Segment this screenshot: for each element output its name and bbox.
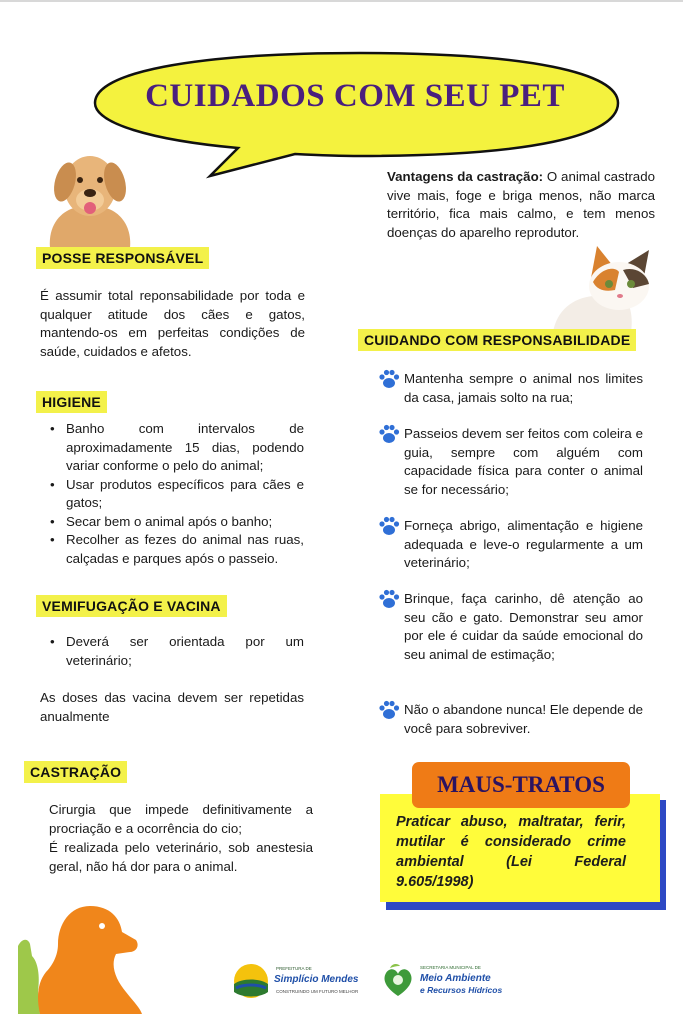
list-item: • Deverá ser orientada por um veterinário;: [42, 633, 304, 670]
posse-text: É assumir total reponsabilidade por toda e qualquer atitude dos cães e gatos, mantendo-os em perfeitas condições de saúde, cuidados e afetos.: [40, 288, 305, 359]
vermifugacao-label: VEMIFUGAÇÃO E VACINA: [36, 595, 227, 617]
secretaria-logo: [380, 960, 510, 1004]
paw-icon: [378, 423, 400, 445]
vantagens-body: O animal castrado vive mais, foge e briga menos, não marca território, fica mais calmo, e tem menos doenças do aparelho reprodutor.: [387, 169, 655, 240]
vacina-text: As doses das vacina devem ser repetidas anualmente: [40, 690, 304, 724]
maus-tratos-text: Praticar abuso, maltratar, ferir, mutilar é considerado crime ambiental (Lei Federal 9.605/1998): [396, 814, 626, 890]
list-item: [378, 701, 643, 738]
list-item: [378, 590, 643, 664]
castracao-text-1: Cirurgia que impede definitivamente a procriação e a ocorrência do cio;: [49, 802, 313, 836]
list-item: • Banho com intervalos de aproximadamente 15 dias, podendo variar conforme o pelo do animal;: [42, 420, 304, 476]
cuidando-text: Forneça abrigo, alimentação e higiene adequada e leve-o regularmente a um veterinário;: [404, 518, 643, 570]
paw-icon: [378, 588, 400, 610]
secretaria-name-2: e Recursos Hídricos: [420, 985, 503, 995]
vermifugacao-list: [42, 633, 304, 670]
top-border: [0, 0, 683, 2]
castracao-text-2: É realizada pelo veterinário, sob anestesia geral, não há dor para o animal.: [49, 840, 313, 874]
cuidando-text: Passeios devem ser feitos com coleira e guia, sempre com alguém com capacidade física para conter o animal se for necessário;: [404, 426, 643, 497]
vantagens-text: [387, 168, 655, 242]
list-item: • Recolher as fezes do animal nas ruas, calçadas e parques após o passeio.: [42, 531, 304, 568]
list-item: [378, 425, 643, 499]
castracao-label: CASTRAÇÃO: [24, 761, 127, 783]
secretaria-name-1: Meio Ambiente: [420, 973, 491, 984]
paw-icon: [378, 368, 400, 390]
posse-label: POSSE RESPONSÁVEL: [36, 247, 209, 269]
page-title: CUIDADOS COM SEU PET: [145, 78, 565, 114]
vantagens-heading: Vantagens da castração:: [387, 169, 544, 184]
maus-tratos-title: MAUS-TRATOS: [412, 762, 630, 808]
paw-icon: [378, 515, 400, 537]
list-item: • Usar produtos específicos para cães e gatos;: [42, 476, 304, 513]
prefeitura-logo: [232, 960, 362, 1004]
list-item: [378, 370, 643, 407]
cat-illustration: [553, 240, 665, 332]
prefeitura-name: Simplício Mendes: [274, 974, 359, 985]
higiene-label: HIGIENE: [36, 391, 107, 413]
cuidando-text: Brinque, faça carinho, dê atenção ao seu cão e gato. Demonstrar seu amor por ele é cuidar da saúde emocional do seu animal de estimação;: [404, 591, 643, 662]
prefeitura-sub: CONSTRUINDO UM FUTURO MELHOR: [276, 989, 359, 994]
list-item: • Secar bem o animal após o banho;: [42, 513, 304, 532]
higiene-list: [42, 420, 304, 568]
secretaria-top: SECRETARIA MUNICIPAL DE: [420, 965, 481, 970]
cuidando-label: CUIDANDO COM RESPONSABILIDADE: [358, 329, 636, 351]
cuidando-text: Mantenha sempre o animal nos limites da casa, jamais solto na rua;: [404, 371, 643, 405]
list-item: [378, 517, 643, 573]
cuidando-text: Não o abandone nunca! Ele depende de você para sobreviver.: [404, 702, 643, 736]
prefeitura-top: PREFEITURA DE: [276, 966, 312, 971]
prefeitura-emblem-icon: [232, 962, 270, 1000]
pets-silhouette: [18, 896, 143, 1014]
dog-illustration: [40, 148, 140, 248]
paw-icon: [378, 699, 400, 721]
leaf-heart-icon: [380, 962, 416, 1000]
